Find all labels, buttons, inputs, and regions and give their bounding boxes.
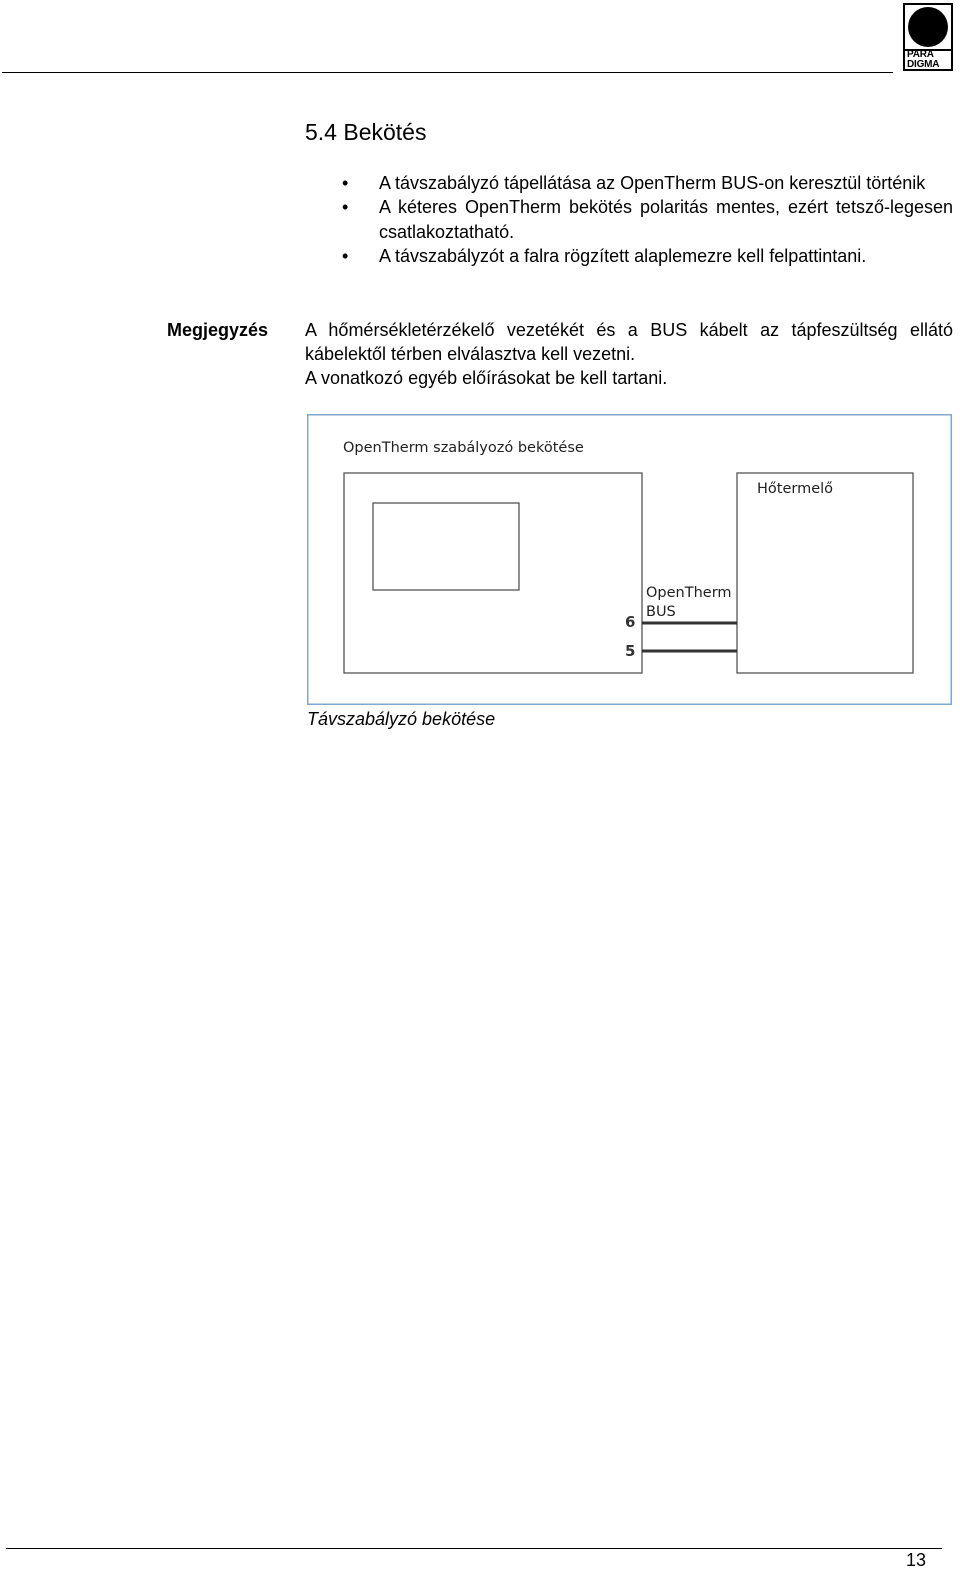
bullet-dot-icon: • <box>342 173 349 193</box>
note-text <box>305 318 953 390</box>
bullet-text: A távszabályzó tápellátása az OpenTherm BUS-on keresztül történik <box>379 173 926 193</box>
boiler-label: Hőtermelő <box>757 481 834 497</box>
page-number: 13 <box>906 1550 927 1570</box>
bus-label-line2: BUS <box>646 604 676 620</box>
diagram-title: OpenTherm szabályozó bekötése <box>343 440 584 456</box>
logo-text <box>907 50 939 69</box>
wiring-diagram <box>307 414 952 705</box>
figure-caption: Távszabályzó bekötése <box>307 709 496 729</box>
note-label: Megjegyzés <box>167 320 269 340</box>
bullet-item <box>305 244 953 268</box>
bullet-list <box>305 171 953 268</box>
diagram-frame <box>308 415 952 705</box>
section-title: 5.4 Bekötés <box>305 119 427 145</box>
terminal-5-label: 5 <box>625 642 636 660</box>
logo-circle-icon <box>905 5 951 47</box>
bullet-dot-icon: • <box>342 197 349 218</box>
note-paragraph: A vonatkozó egyéb előírásokat be kell tartani. <box>305 368 668 388</box>
terminal-6-label: 6 <box>625 613 636 631</box>
bullet-text: A távszabályzót a falra rögzített alaplemezre kell felpattintani. <box>379 245 867 266</box>
logo-text-line1: PARA <box>907 49 934 60</box>
bullet-item <box>305 195 953 244</box>
logo-text-line2: DIGMA <box>907 58 940 70</box>
header-rule <box>2 72 893 73</box>
note-paragraph: A hőmérsékletérzékelő vezetékét és a BUS kábelt az tápfeszültség ellátó kábelektől térben elválasztva kell vezetni. <box>305 320 953 364</box>
paradigma-logo <box>903 3 953 71</box>
footer-rule <box>6 1548 942 1549</box>
bullet-dot-icon: • <box>342 245 349 266</box>
bus-label-line1: OpenTherm <box>646 585 732 601</box>
bullet-text: A kéteres OpenTherm bekötés polaritás mentes, ezért tetsző-legesen csatlakoztatható. <box>379 197 953 242</box>
bullet-item <box>305 171 953 195</box>
